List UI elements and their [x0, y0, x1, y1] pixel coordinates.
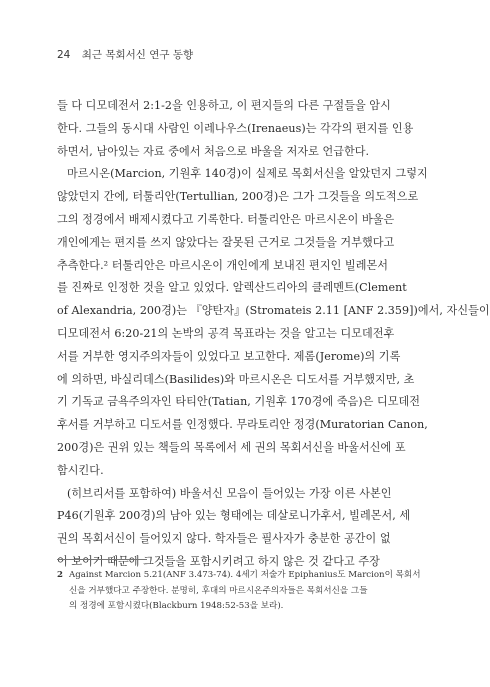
body-text	[57, 95, 490, 574]
footnote-text: Against Marcion 5.21(ANF 3.473-74). 4세기 저술가 Epiphanius도 Marcion이 목회서	[68, 570, 421, 580]
text-line: of Alexandria, 200경)는 『양탄자』(Stromateis 2.11 [ANF 2.359])에서, 자신들이	[57, 304, 490, 318]
text-line: 후서를 거부하고 디도서를 인정했다. 무라토리안 정경(Muratorian Canon,	[57, 418, 428, 432]
text-line: 서를 거부한 영지주의자들이 있었다고 보고한다. 제롬(Jerome)의 기록	[57, 349, 401, 363]
footnote-line: 의 정경에 포함시켰다(Blackburn 1948:52-53을 보라).	[69, 601, 284, 611]
text-line: 개인에게는 편지를 쓰지 않았다는 잘못된 근거로 그것들을 거부했다고	[57, 235, 395, 249]
footnote-line	[57, 568, 421, 584]
text-line: 기 기독교 금욕주의자인 타티안(Tatian, 기원후 170경에 죽음)은 디모데전	[57, 395, 421, 409]
footnote-divider	[57, 559, 147, 560]
footnote-number: 2	[57, 570, 63, 580]
text-line: 들 다 디모데전서 2:1-2을 인용하고, 이 편지들의 다른 구절들을 암시	[57, 99, 391, 112]
text-line: 디모데전서 6:20-21의 논박의 공격 목표라는 것을 알고는 디모데전후	[57, 326, 395, 340]
text-line: 에 의하면, 바실리데스(Basilides)와 마르시온은 디도서를 거부했지만, 초	[57, 372, 415, 386]
running-title: 최근 목회서신 연구 동향	[81, 49, 194, 61]
text-line: 마르시온(Marcion, 기원후 140경)이 실제로 목회서신을 알았던지 그렇지	[67, 167, 428, 181]
footnotes	[57, 568, 421, 615]
text-line: 추측한다.² 터툴리안은 마르시온이 개인에게 보내진 편지인 빌레몬서	[57, 258, 388, 272]
text-line: 않았던지 간에, 터툴리안(Tertullian, 200경)은 그가 그것들을 의도적으로	[57, 190, 419, 204]
text-line: 를 진짜로 인정한 것을 알고 있었다. 알렉산드리아의 클레멘트(Clement	[57, 281, 407, 295]
footnote-line: 신을 거부했다고 주장한다. 분명히, 후대의 마르시온주의자들은 목회서신을 그들	[69, 585, 368, 596]
text-line: 그의 정경에서 배제시켰다고 기록한다. 터툴리안은 마르시온이 바울은	[57, 212, 395, 226]
text-line: 하면서, 남아있는 자료 중에서 처음으로 바울을 저자로 언급한다.	[57, 144, 370, 158]
text-line: 어 보이기 때문에 그것들을 포함시키려고 하지 않은 것 같다고 주장	[57, 554, 380, 568]
page-number: 24	[57, 49, 71, 61]
text-line: 한다. 그들의 동시대 사람인 이레나우스(Irenaeus)는 각각의 편지를 인용	[57, 121, 414, 135]
text-line: 함시킨다.	[57, 463, 104, 477]
text-line: 200경)은 권위 있는 책들의 목록에서 세 권의 목회서신을 바울서신에 포	[57, 440, 406, 454]
running-header	[57, 47, 193, 62]
text-line: P46(기원후 200경)의 남아 있는 형태에는 데살로니가후서, 빌레몬서, 세	[57, 509, 411, 523]
text-line: (히브리서를 포함하여) 바울서신 모음이 들어있는 가장 이른 사본인	[67, 486, 392, 500]
text-line: 권의 목회서신이 들어있지 않다. 학자들은 필사자가 충분한 공간이 없	[57, 532, 391, 546]
